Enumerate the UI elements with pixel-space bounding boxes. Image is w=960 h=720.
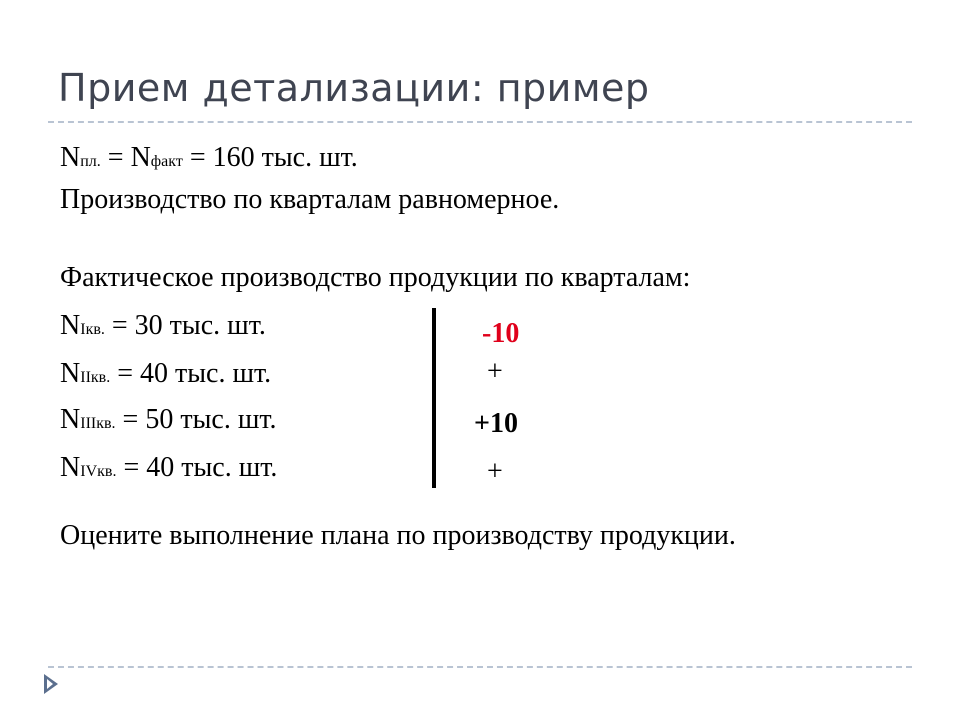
slide-title: Прием детализации: пример bbox=[58, 66, 650, 110]
footer-divider bbox=[48, 666, 912, 668]
quarter-n: N bbox=[60, 404, 81, 435]
question-line: Оцените выполнение плана по производству продукции. bbox=[60, 520, 736, 551]
triangle-bullet-icon bbox=[44, 674, 58, 694]
quarter-n: N bbox=[60, 358, 81, 389]
fact-subscript: факт bbox=[150, 153, 183, 170]
quarter-row-4 bbox=[60, 452, 277, 484]
plan-value: = 160 тыс. шт. bbox=[182, 142, 358, 173]
plan-mid: = N bbox=[100, 142, 151, 173]
title-divider bbox=[48, 121, 912, 123]
quarter-value: = 50 тыс. шт. bbox=[115, 404, 277, 435]
quarter-n: N bbox=[60, 452, 81, 483]
delta-q1: -10 bbox=[482, 318, 520, 349]
plan-subscript: пл. bbox=[80, 153, 101, 170]
quarter-row-3 bbox=[60, 404, 277, 436]
quarter-value: = 40 тыс. шт. bbox=[110, 358, 272, 389]
quarter-value: = 30 тыс. шт. bbox=[104, 310, 266, 341]
delta-q2: + bbox=[487, 356, 503, 387]
quarter-subscript: IIIкв. bbox=[80, 415, 116, 432]
quarter-row-1 bbox=[60, 310, 266, 342]
quarter-row-2 bbox=[60, 358, 271, 390]
separator-bar bbox=[432, 308, 436, 488]
delta-q3: +10 bbox=[474, 408, 518, 439]
plan-n: N bbox=[60, 142, 81, 173]
quarter-subscript: Iкв. bbox=[80, 321, 105, 338]
quarter-subscript: IIкв. bbox=[80, 369, 111, 386]
quarter-n: N bbox=[60, 310, 81, 341]
delta-q4: + bbox=[487, 456, 503, 487]
quarter-value: = 40 тыс. шт. bbox=[116, 452, 278, 483]
uniform-production-line: Производство по кварталам равномерное. bbox=[60, 184, 560, 215]
quarter-subscript: IVкв. bbox=[80, 463, 117, 480]
plan-equals-fact-line bbox=[60, 142, 358, 174]
actual-production-header: Фактическое производство продукции по кварталам: bbox=[60, 262, 691, 293]
